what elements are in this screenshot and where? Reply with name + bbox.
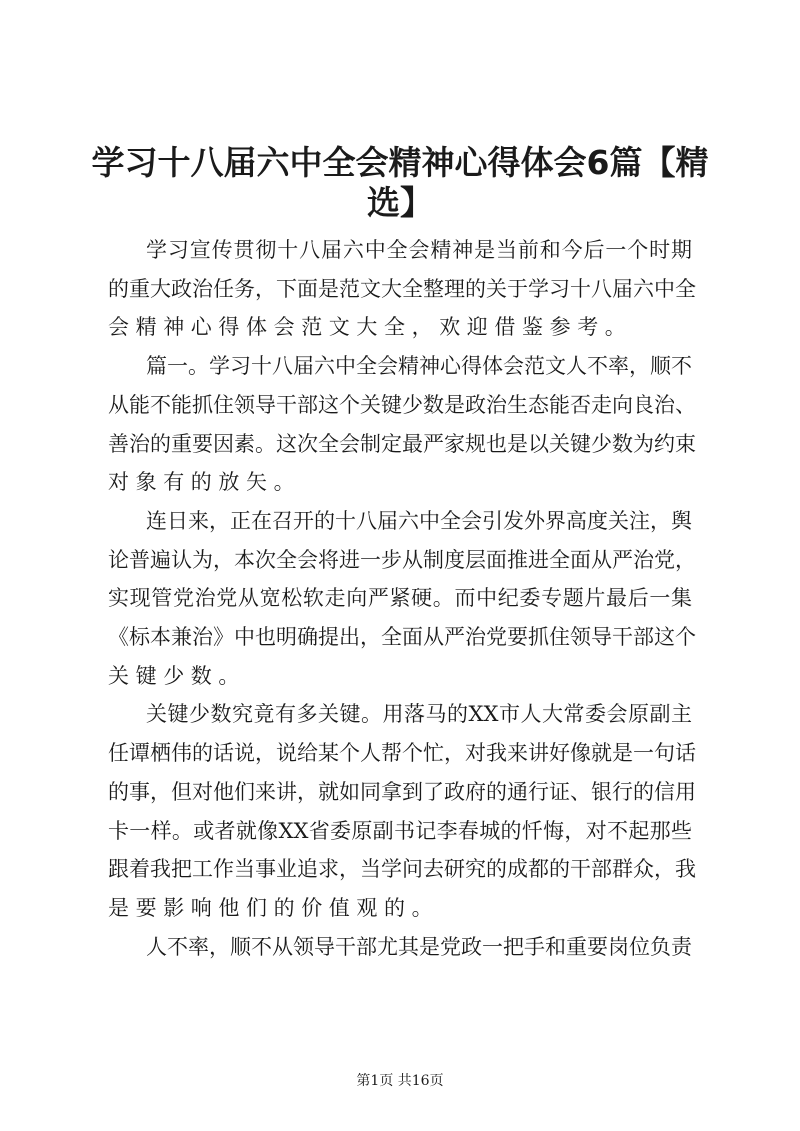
paragraph-line: 是要影响他们的价值观的。: [108, 895, 440, 920]
paragraph-line: 论普遍认为，本次全会将进一步从制度层面推进全面从严治党，: [108, 547, 696, 572]
paragraph-line: 跟着我把工作当事业追求，当学问去研究的成都的干部群众，我: [108, 857, 696, 882]
paragraph-line: 从能不能抓住领导干部这个关键少数是政治生态能否走向良治、: [108, 392, 696, 417]
paragraph-line: 实现管党治党从宽松软走向严紧硬。而中纪委专题片最后一集: [108, 586, 692, 611]
paragraph-line: 的重大政治任务，下面是范文大全整理的关于学习十八届六中全: [108, 276, 696, 301]
paragraph-line: 的事，但对他们来讲，就如同拿到了政府的通行证、银行的信用: [108, 779, 696, 804]
page-number: 第1页 共16页: [356, 1073, 444, 1089]
paragraph-line: 任谭栖伟的话说，说给某个人帮个忙，对我来讲好像就是一句话: [108, 741, 696, 766]
paragraph-line: 卡一样。或者就像XX省委原副书记李春城的忏悔，对不起那些: [108, 818, 692, 843]
paragraph-line: 关键少数究竟有多关键。用落马的XX市人大常委会原副主: [146, 702, 692, 727]
document-title-line-2: 选】: [367, 183, 433, 222]
paragraph-line: 对象有的放矢。: [108, 470, 302, 495]
paragraph-line: 学习宣传贯彻十八届六中全会精神是当前和今后一个时期: [146, 238, 692, 262]
paragraph-line: 《标本兼治》中也明确提出，全面从严治党要抓住领导干部这个: [108, 625, 696, 649]
paragraph-line: 善治的重要因素。这次全会制定最严家规也是以关键少数为约束: [108, 431, 696, 456]
paragraph-line: 关键少数。: [108, 663, 246, 688]
paragraph-line: 会精神心得体会范文大全，欢迎借鉴参考。: [108, 315, 633, 340]
paragraph-line: 连日来，正在召开的十八届六中全会引发外界高度关注，舆: [146, 508, 692, 533]
paragraph-line: 人不率，顺不从领导干部尤其是党政一把手和重要岗位负责: [146, 934, 692, 959]
paragraph-line: 篇一。学习十八届六中全会精神心得体会范文人不率，顺不: [146, 354, 692, 379]
document-title-line-1: 学习十八届六中全会精神心得体会6篇【精: [91, 143, 709, 182]
